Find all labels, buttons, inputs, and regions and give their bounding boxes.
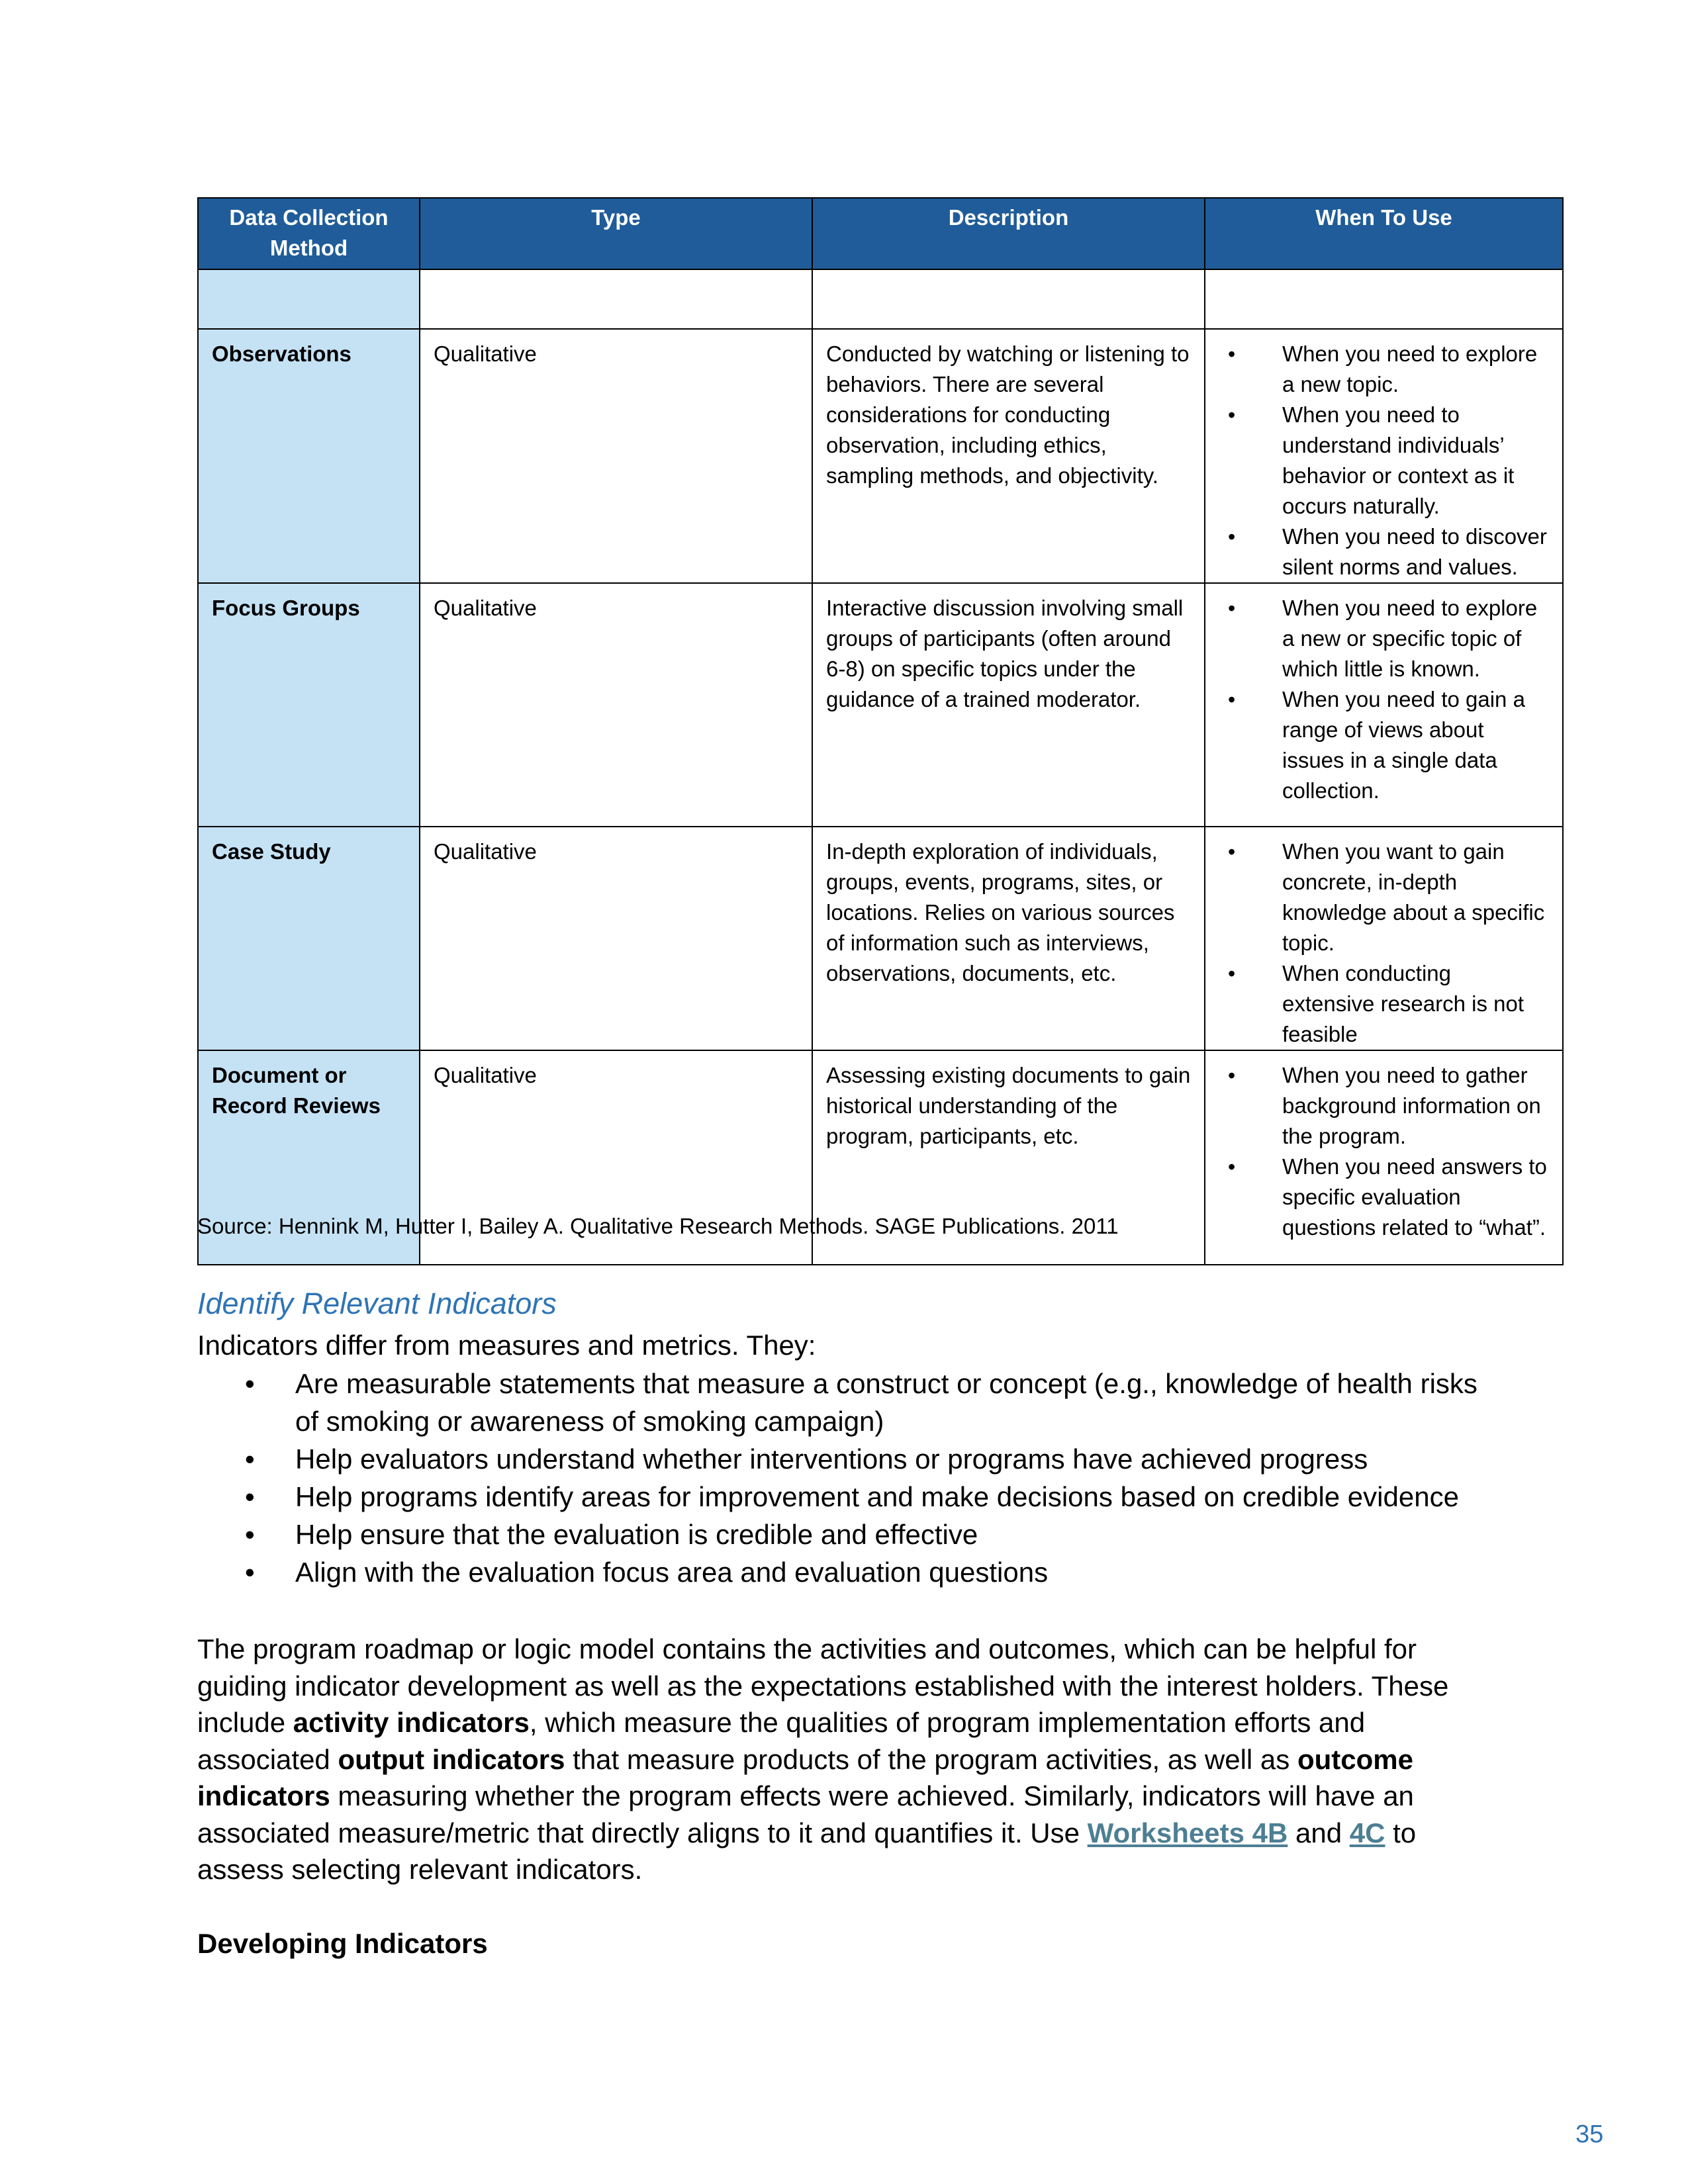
list-item: • Are measurable statements that measure a construct or concept (e.g., knowledge of health risks of smoking or awareness of smoking campaign) [197, 1365, 1508, 1440]
table-row [198, 583, 1563, 827]
data-collection-methods-table [197, 197, 1564, 1265]
indicator-bullet-list [197, 1365, 1508, 1591]
list-item: • When you need answers to specific evaluation questions related to “what”. [1219, 1152, 1549, 1243]
subsection-heading: Developing Indicators [197, 1928, 488, 1959]
when-to-use-list [1219, 1060, 1549, 1243]
activity-indicators-term: activity indicators [293, 1707, 530, 1738]
table-row [198, 329, 1563, 583]
paragraph-text: , which measure the qualities of program implementation efforts and associated [197, 1707, 1366, 1775]
body-paragraph [197, 1631, 1495, 1888]
spacer-cell [198, 269, 420, 329]
method-cell: Document or Record Reviews [198, 1050, 420, 1265]
spacer-cell [1205, 269, 1563, 329]
table-header-row [198, 198, 1563, 269]
when-to-use-list [1219, 339, 1549, 582]
table-row [198, 827, 1563, 1050]
section-heading: Identify Relevant Indicators [197, 1287, 557, 1320]
when-to-use-cell [1205, 583, 1563, 827]
method-cell: Case Study [198, 827, 420, 1050]
method-cell: Focus Groups [198, 583, 420, 827]
description-cell: In-depth exploration of individuals, groups, events, programs, sites, or locations. Relies on various sources of information such as interviews, observations, documents, etc. [812, 827, 1205, 1050]
type-cell: Qualitative [420, 827, 812, 1050]
header-method: Data Collection Method [198, 198, 420, 269]
list-item: • When you need to discover silent norms and values. [1219, 522, 1549, 582]
paragraph-text: to assess selecting relevant indicators. [197, 1817, 1417, 1885]
list-item: • When you need to gather background information on the program. [1219, 1060, 1549, 1152]
when-to-use-cell [1205, 1050, 1563, 1265]
paragraph-text: and [1288, 1817, 1350, 1848]
table-spacer-row [198, 269, 1563, 329]
worksheets-4b-link[interactable]: Worksheets 4B [1087, 1817, 1288, 1848]
spacer-cell [420, 269, 812, 329]
list-item: • When you need to understand individuals’ behavior or context as it occurs naturally. [1219, 400, 1549, 522]
list-item: • When you want to gain concrete, in-depth knowledge about a specific topic. [1219, 837, 1549, 958]
list-item: • Help programs identify areas for improvement and make decisions based on credible evidence [197, 1478, 1508, 1516]
type-cell: Qualitative [420, 583, 812, 827]
description-cell: Conducted by watching or listening to behaviors. There are several considerations for conducting observation, including ethics, sampling methods, and objectivity. [812, 329, 1205, 583]
list-item: • Help ensure that the evaluation is credible and effective [197, 1516, 1508, 1553]
spacer-cell [812, 269, 1205, 329]
list-item: • Align with the evaluation focus area and evaluation questions [197, 1553, 1508, 1591]
table-source-note: Source: Hennink M, Hutter I, Bailey A. Qualitative Research Methods. SAGE Publications. 2011 [197, 1214, 1119, 1238]
list-item: • When you need to explore a new or specific topic of which little is known. [1219, 593, 1549, 684]
worksheet-4c-link[interactable]: 4C [1349, 1817, 1385, 1848]
when-to-use-list [1219, 593, 1549, 806]
description-cell: Assessing existing documents to gain historical understanding of the program, participants, etc. [812, 1050, 1205, 1265]
header-description: Description [812, 198, 1205, 269]
when-to-use-list [1219, 837, 1549, 1050]
list-item: • Help evaluators understand whether interventions or programs have achieved progress [197, 1440, 1508, 1478]
paragraph-text: that measure products of the program activities, as well as [565, 1743, 1297, 1775]
header-when-to-use: When To Use [1205, 198, 1563, 269]
paragraph-text: measuring whether the program effects were achieved. Similarly, indicators will have an associated measure/metric that directly aligns to it and quantifies it. Use [197, 1780, 1414, 1848]
outcome-indicators-term: outcome indicators [197, 1743, 1413, 1811]
list-item: • When you need to gain a range of views about issues in a single data collection. [1219, 684, 1549, 806]
list-item: • When conducting extensive research is not feasible [1219, 958, 1549, 1050]
when-to-use-cell [1205, 827, 1563, 1050]
list-item: • When you need to explore a new topic. [1219, 339, 1549, 400]
header-type: Type [420, 198, 812, 269]
paragraph-text: The program roadmap or logic model contains the activities and outcomes, which can be helpful for guiding indicator development as well as the expectations established with the interest holders. These include [197, 1633, 1449, 1738]
page-number: 35 [1575, 2120, 1604, 2148]
when-to-use-cell [1205, 329, 1563, 583]
output-indicators-term: output indicators [338, 1743, 565, 1775]
description-cell: Interactive discussion involving small groups of participants (often around 6-8) on specific topics under the guidance of a trained moderator. [812, 583, 1205, 827]
type-cell: Qualitative [420, 329, 812, 583]
section-intro: Indicators differ from measures and metrics. They: [197, 1330, 816, 1361]
method-cell: Observations [198, 329, 420, 583]
type-cell: Qualitative [420, 1050, 812, 1265]
